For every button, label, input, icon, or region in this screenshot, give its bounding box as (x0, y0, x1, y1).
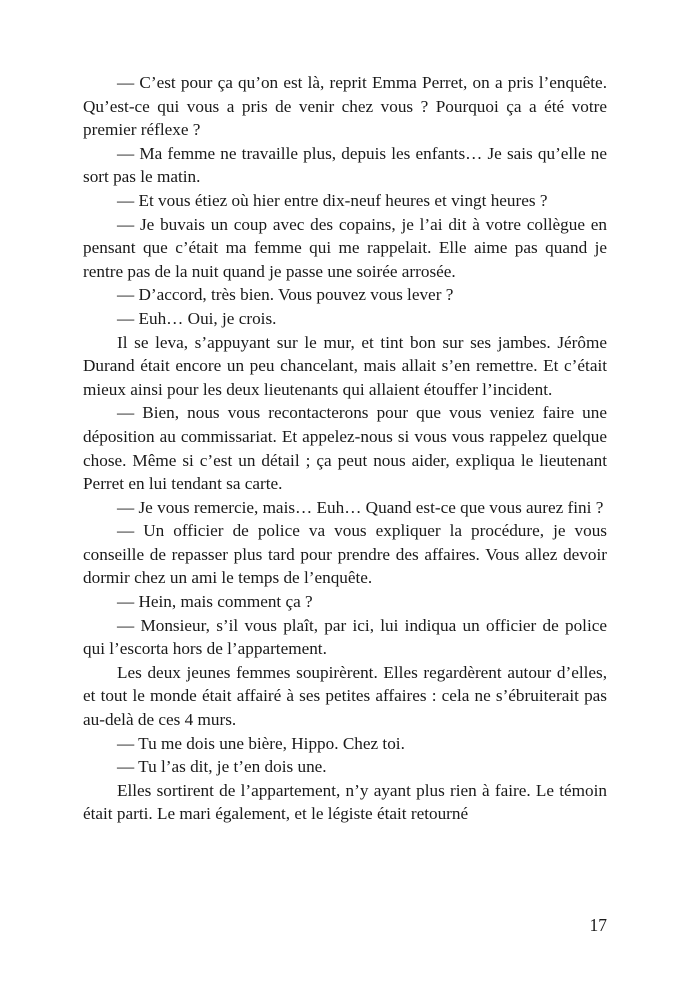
body-text (83, 71, 607, 826)
paragraph: — Et vous étiez où hier entre dix-neuf heures et vingt heures ? (117, 190, 548, 210)
paragraph: — Hein, mais comment ça ? (117, 592, 313, 612)
paragraph: — Un officier de police va vous expliquer la procédure, je vous conseille de repasser plus tard pour prendre des affaires. Vous allez devoir dormir chez un ami le temps de l’enquête. (83, 521, 607, 588)
paragraph: — Tu l’as dit, je t’en dois une. (117, 757, 327, 777)
paragraph: — Euh… Oui, je crois. (117, 308, 277, 328)
paragraph: Les deux jeunes femmes soupirèrent. Elles regardèrent autour d’elles, et tout le monde était affairé à ses petites affaires : cela ne s’ébruiterait pas au-delà de ces 4 murs. (83, 662, 607, 730)
paragraph: — C’est pour ça qu’on est là, reprit Emma Perret, on a pris l’enquête. Qu’est-ce qui vous a pris de venir chez vous ? Pourquoi ça a été votre premier réflexe ? (83, 73, 607, 140)
paragraph: — Ma femme ne travaille plus, depuis les enfants… Je sais qu’elle ne sort pas le matin. (83, 143, 607, 187)
paragraph: — Bien, nous vous recontacterons pour que vous veniez faire une déposition au commissariat. Et appelez-nous si vous vous rappelez quelque chose. Même si c’est un détail ; ça peut nous aider, expliqua le lieutenant Perret en lui tendant sa carte. (83, 403, 607, 494)
paragraph: — Je buvais un coup avec des copains, je l’ai dit à votre collègue en pensant que c’était ma femme qui me rappelait. Elle aime pas quand je rentre pas de la nuit quand je passe une soirée arrosée. (83, 214, 607, 281)
paragraph: — Monsieur, s’il vous plaît, par ici, lui indiqua un officier de police qui l’escorta hors de l’appartement. (83, 615, 607, 659)
paragraph: — D’accord, très bien. Vous pouvez vous lever ? (117, 285, 454, 305)
paragraph: — Je vous remercie, mais… Euh… Quand est-ce que vous aurez fini ? (117, 497, 604, 517)
page-number: 17 (589, 915, 607, 935)
paragraph: Elles sortirent de l’appartement, n’y ayant plus rien à faire. Le témoin était parti. Le mari également, et le légiste était retourné (83, 780, 607, 824)
paragraph: Il se leva, s’appuyant sur le mur, et tint bon sur ses jambes. Jérôme Durand était encore un peu chancelant, mais allait s’en remettre. Et c’était mieux ainsi pour les deux lieutenants qui allaient étouffer l’incident. (83, 332, 607, 399)
paragraph: — Tu me dois une bière, Hippo. Chez toi. (117, 733, 405, 753)
